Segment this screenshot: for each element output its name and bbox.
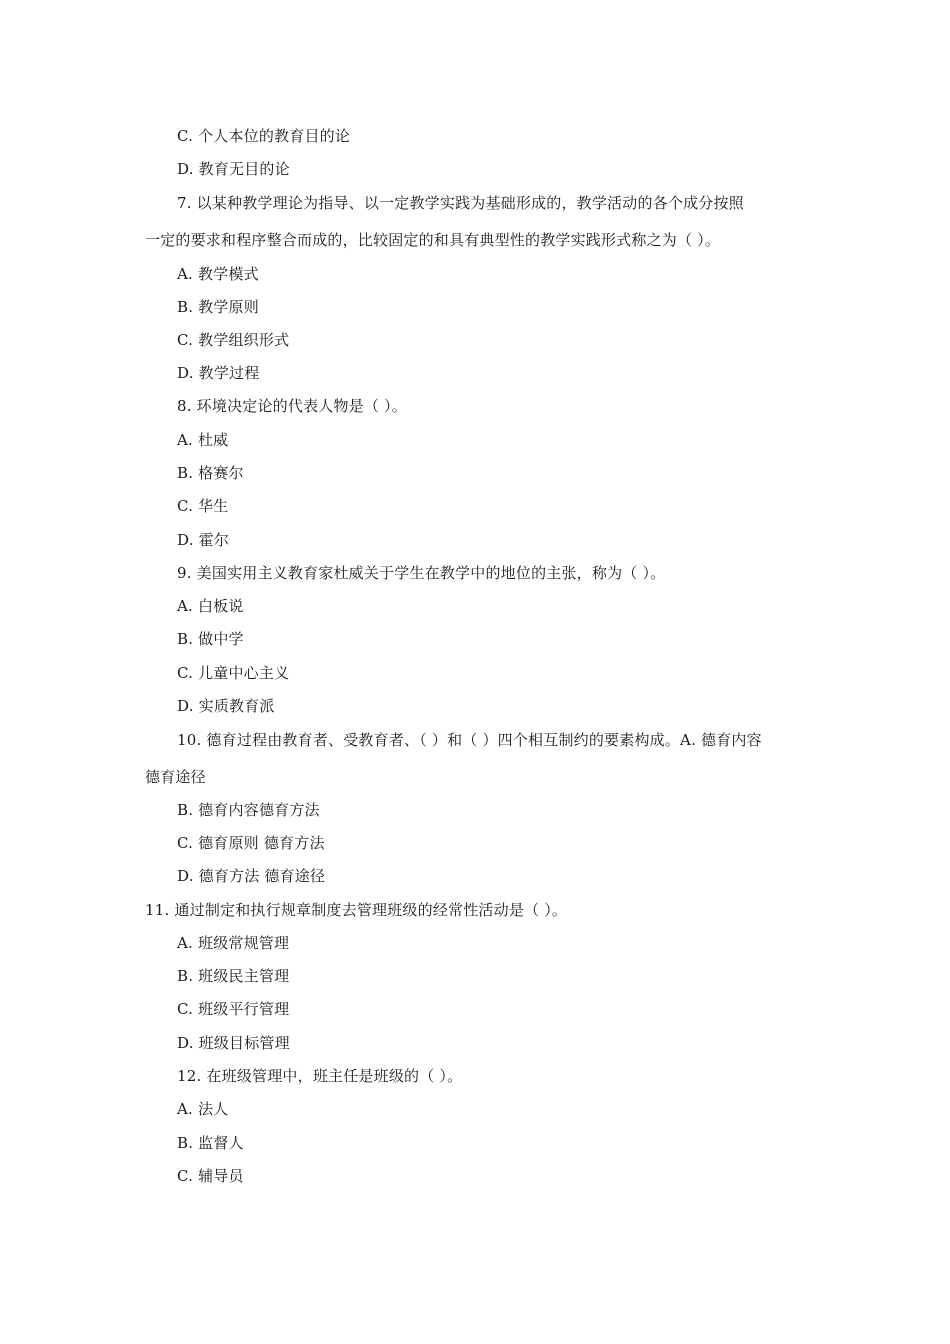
option-b-q10: B. 德育内容德育方法 bbox=[177, 801, 320, 819]
option-d-q8: D. 霍尔 bbox=[177, 531, 230, 549]
option-a-q8: A. 杜威 bbox=[177, 431, 229, 449]
question-11-stem: 11. 通过制定和执行规章制度去管理班级的经常性活动是（ ）。 bbox=[145, 901, 568, 919]
option-d-q9: D. 实质教育派 bbox=[177, 697, 275, 715]
option-a-q9: A. 白板说 bbox=[177, 597, 244, 615]
question-10-stem-line1: 10. 德育过程由教育者、受教育者、（ ）和（ ）四个相互制约的要素构成。A. 德育内容 bbox=[177, 731, 762, 749]
question-12-stem: 12. 在班级管理中，班主任是班级的（ ）。 bbox=[177, 1067, 463, 1085]
option-a-q7: A. 教学模式 bbox=[177, 265, 259, 283]
option-c-q11: C. 班级平行管理 bbox=[177, 1000, 290, 1018]
option-c-q6: C. 个人本位的教育目的论 bbox=[177, 127, 351, 145]
option-d-q10: D. 德育方法 德育途径 bbox=[177, 867, 326, 885]
option-b-q8: B. 格赛尔 bbox=[177, 464, 244, 482]
option-c-q10: C. 德育原则 德育方法 bbox=[177, 834, 325, 852]
question-7-stem-line1: 7. 以某种教学理论为指导、以一定教学实践为基础形成的，教学活动的各个成分按照 bbox=[177, 194, 744, 212]
question-7-stem-line2: 一定的要求和程序整合而成的，比较固定的和具有典型性的教学实践形式称之为（ ）。 bbox=[145, 231, 721, 249]
option-b-q12: B. 监督人 bbox=[177, 1134, 244, 1152]
option-c-q8: C. 华生 bbox=[177, 497, 229, 515]
option-b-q11: B. 班级民主管理 bbox=[177, 967, 290, 985]
option-c-q7: C. 教学组织形式 bbox=[177, 331, 290, 349]
option-b-q7: B. 教学原则 bbox=[177, 298, 259, 316]
question-8-stem: 8. 环境决定论的代表人物是（ ）。 bbox=[177, 397, 407, 415]
question-9-stem: 9. 美国实用主义教育家杜威关于学生在教学中的地位的主张，称为（ ）。 bbox=[177, 564, 666, 582]
option-b-q9: B. 做中学 bbox=[177, 630, 244, 648]
question-10-stem-line2: 德育途径 bbox=[145, 768, 206, 786]
option-c-q12: C. 辅导员 bbox=[177, 1167, 244, 1185]
option-a-q12: A. 法人 bbox=[177, 1100, 229, 1118]
option-d-q6: D. 教育无目的论 bbox=[177, 160, 290, 178]
option-a-q11: A. 班级常规管理 bbox=[177, 934, 290, 952]
option-c-q9: C. 儿童中心主义 bbox=[177, 664, 290, 682]
option-d-q7: D. 教学过程 bbox=[177, 364, 260, 382]
option-d-q11: D. 班级目标管理 bbox=[177, 1034, 290, 1052]
